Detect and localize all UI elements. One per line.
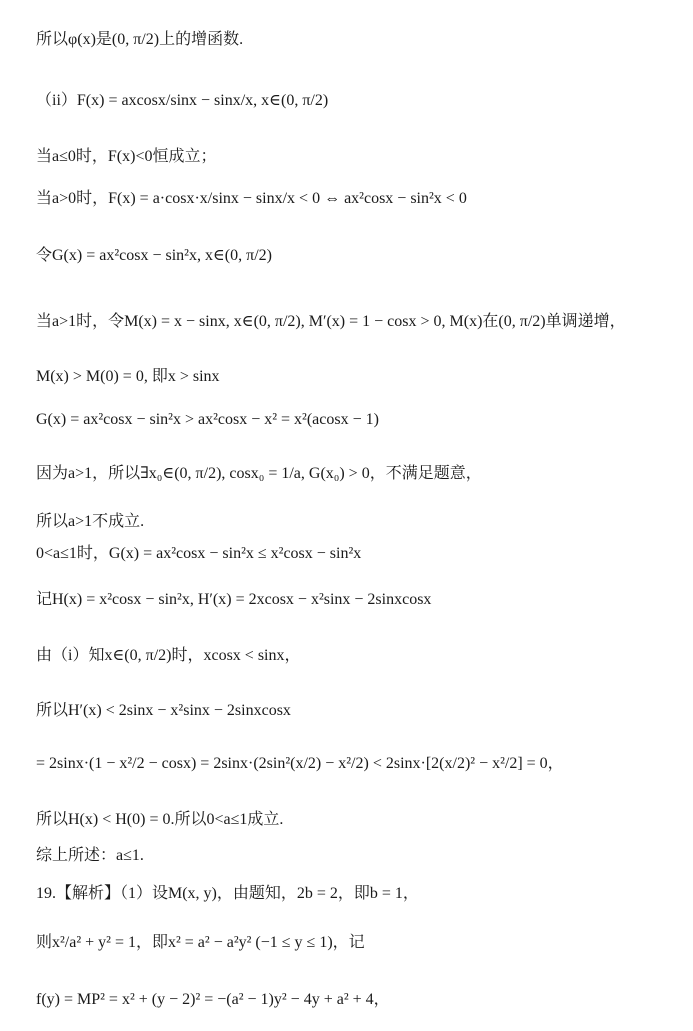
text-line: = 2sinx·(1 − x²/2 − cosx) = 2sinx·(2sin²(x/2) − x²/2) < 2sinx·[2(x/2)² − x²/2] = 0，	[36, 755, 564, 772]
text-line: 所以φ(x)是(0, π/2)上的增函数.	[36, 31, 244, 48]
text-line: 所以a>1不成立.	[36, 513, 145, 530]
text-line: （ii）F(x) = axcosx/sinx − sinx/x, x∈(0, π/2)	[36, 92, 329, 109]
text-line: 因为a>1，所以∃x₀∈(0, π/2), cosx₀ = 1/a, G(x₀) > 0，不满足题意，	[36, 465, 482, 482]
text-line: 所以H′(x) < 2sinx − x²sinx − 2sinxcosx	[36, 702, 291, 719]
text-line: G(x) = ax²cosx − sin²x > ax²cosx − x² = x²(acosx − 1)	[36, 411, 379, 428]
text-line: 则x²/a² + y² = 1，即x² = a² − a²y² (−1 ≤ y ≤ 1)，记	[36, 934, 365, 951]
text-line: 0<a≤1时，G(x) = ax²cosx − sin²x ≤ x²cosx − sin²x	[36, 545, 362, 562]
text-line: 当a>1时，令M(x) = x − sinx, x∈(0, π/2), M′(x) = 1 − cosx > 0, M(x)在(0, π/2)单调递增，	[36, 313, 626, 330]
text-line: 所以H(x) < H(0) = 0.所以0<a≤1成立.	[36, 811, 284, 828]
text-line: 由（i）知x∈(0, π/2)时，xcosx < sinx，	[36, 647, 301, 664]
text-line: 当a≤0时，F(x)<0恒成立；	[36, 148, 217, 165]
text-line: M(x) > M(0) = 0, 即x > sinx	[36, 368, 220, 385]
text-line: 综上所述：a≤1.	[36, 847, 144, 864]
text-line: 当a>0时，F(x) = a·cosx·x/sinx − sinx/x < 0 ⇔ ax²cosx − sin²x < 0	[36, 190, 467, 207]
text-line: 令G(x) = ax²cosx − sin²x, x∈(0, π/2)	[36, 247, 272, 264]
text-line: f(y) = MP² = x² + (y − 2)² = −(a² − 1)y² − 4y + a² + 4，	[36, 991, 390, 1008]
text-line: 19.【解析】（1）设M(x, y)，由题知，2b = 2，即b = 1，	[36, 885, 419, 902]
text-line: 记H(x) = x²cosx − sin²x, H′(x) = 2xcosx − x²sinx − 2sinxcosx	[36, 591, 432, 608]
